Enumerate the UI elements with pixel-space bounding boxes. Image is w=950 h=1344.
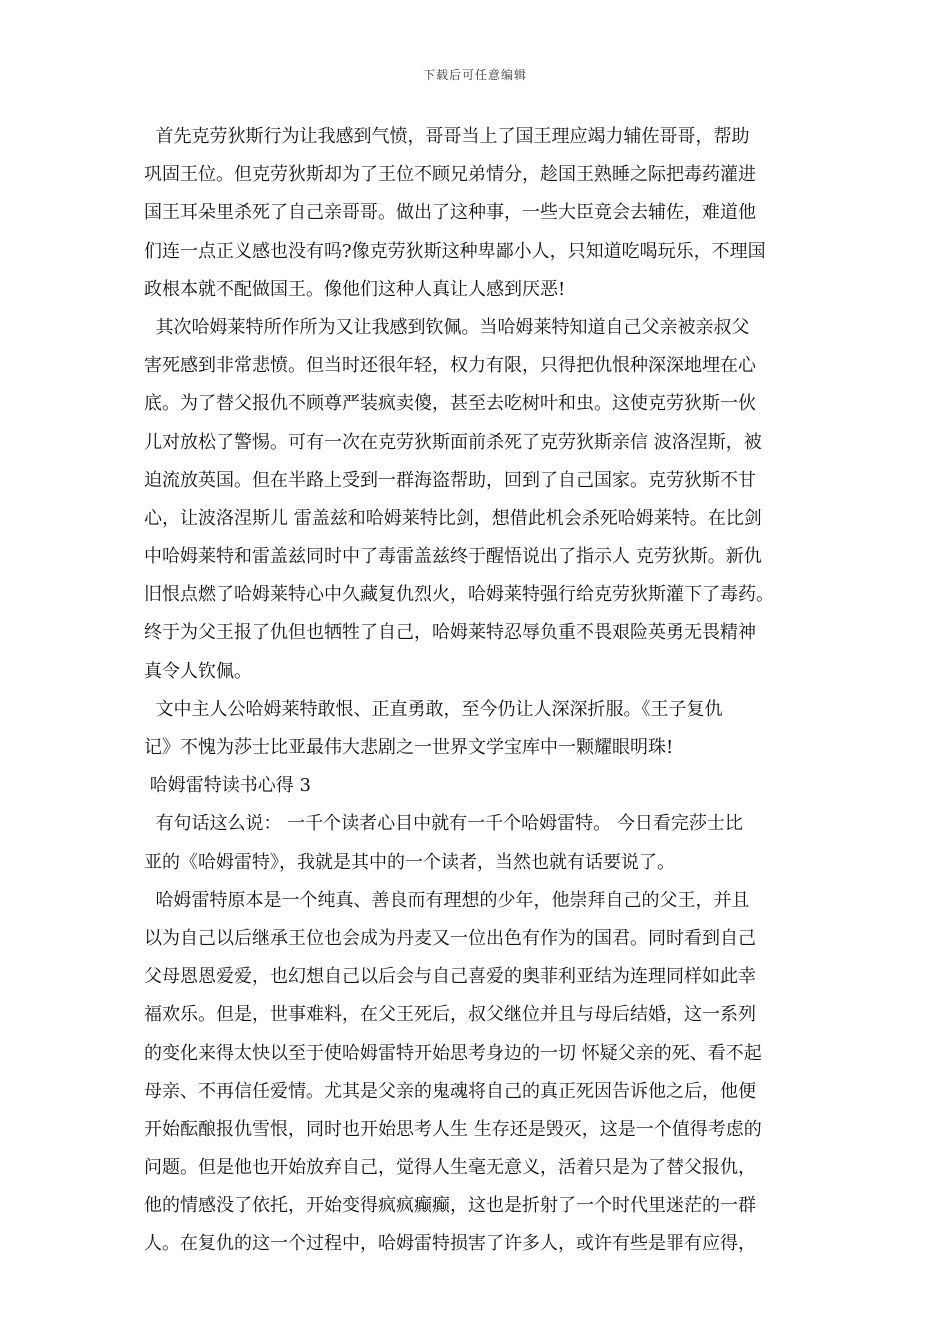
text-line: 开始酝酿报仇雪恨，同时也开始思考人生 生存还是毁灭，这是一个值得考虑的 [144, 1118, 762, 1140]
text-line: 巩固王位。但克劳狄斯却为了王位不顾兄弟情分，趁国王熟睡之际把毒药灌进 [144, 164, 756, 186]
text-line: 有句话这么说： 一千个读者心目中就有一千个哈姆雷特。 今日看完莎士比 [144, 813, 743, 835]
text-line: 问题。但是他也开始放弃自己，觉得人生毫无意义，活着只是为了替父报仇， [144, 1157, 756, 1179]
text-line: 福欢乐。但是，世事难料，在父王死后，叔父继位并且与母后结婚，这一系列 [144, 1004, 756, 1026]
text-line: 中哈姆莱特和雷盖兹同时中了毒雷盖兹终于醒悟说出了指示人 克劳狄斯。新仇 [144, 546, 762, 568]
text-line: 底。为了替父报仇不顾尊严装疯卖傻，甚至去吃树叶和虫。这使克劳狄斯一伙 [144, 393, 756, 415]
document-body [144, 118, 824, 1264]
text-line: 政根本就不配做国王。像他们这种人真让人感到厌恶! [144, 278, 566, 300]
text-line: 的变化来得太快以至于使哈姆雷特开始思考身边的一切 怀疑父亲的死、看不起 [144, 1042, 762, 1064]
text-line: 人。在复仇的这一个过程中，哈姆雷特损害了许多人，或许有些是罪有应得， [144, 1233, 756, 1255]
text-line: 他的情感没了依托，开始变得疯疯癫癫，这也是折射了一个时代里迷茫的一群 [144, 1195, 756, 1217]
text-line: 终于为父王报了仇但也牺牲了自己，哈姆莱特忍辱负重不畏艰险英勇无畏精神 [144, 622, 756, 644]
text-line: 亚的《哈姆雷特》，我就是其中的一个读者，当然也就有话要说了。 [144, 851, 675, 873]
text-line: 文中主人公哈姆莱特敢恨、正直勇敢，至今仍让人深深折服。《王子复仇 [144, 698, 723, 720]
text-line: 真令人钦佩。 [144, 660, 252, 682]
text-line: 国王耳朵里杀死了自己亲哥哥。做出了这种事，一些大臣竟会去辅佐，难道他 [144, 202, 756, 224]
text-line: 首先克劳狄斯行为让我感到气愤，哥哥当上了国王理应竭力辅佐哥哥，帮助 [144, 126, 750, 147]
text-line: 记》不愧为莎士比亚最伟大悲剧之一世界文学宝库中一颗耀眼明珠! [144, 737, 674, 758]
text-line: 母亲、不再信任爱情。尤其是父亲的鬼魂将自己的真正死因告诉他之后，他便 [144, 1080, 756, 1102]
text-line: 们连一点正义感也没有吗?像克劳狄斯这种卑鄙小人，只知道吃喝玩乐，不理国 [144, 240, 766, 262]
text-line: 其次哈姆莱特所作所为又让我感到钦佩。当哈姆莱特知道自己父亲被亲叔父 [144, 316, 750, 338]
text-line: 以为自己以后继承王位也会成为丹麦又一位出色有作为的国君。同时看到自己 [144, 927, 756, 949]
text-line: 哈姆雷特原本是一个纯真、善良而有理想的少年，他崇拜自己的父王，并且 [144, 889, 750, 911]
text-line: 父母恩恩爱爱，也幻想自己以后会与自己喜爱的奥菲利亚结为连理同样如此幸 [144, 966, 756, 988]
page-header: 下载后可任意编辑 [422, 68, 527, 82]
text-line: 旧恨点燃了哈姆莱特心中久藏复仇烈火，哈姆莱特强行给克劳狄斯灌下了毒药。 [144, 584, 774, 606]
text-line: 害死感到非常悲愤。但当时还很年轻，权力有限，只得把仇恨种深深地埋在心 [144, 355, 756, 377]
text-line: 儿对放松了警惕。可有一次在克劳狄斯面前杀死了克劳狄斯亲信 波洛涅斯，被 [144, 431, 762, 453]
section-heading: 哈姆雷特读书心得 3 [144, 775, 311, 797]
text-line: 心，让波洛涅斯儿 雷盖兹和哈姆莱特比剑，想借此机会杀死哈姆莱特。在比剑 [144, 507, 762, 529]
text-line: 迫流放英国。但在半路上受到一群海盗帮助，回到了自己国家。克劳狄斯不甘 [144, 469, 756, 491]
